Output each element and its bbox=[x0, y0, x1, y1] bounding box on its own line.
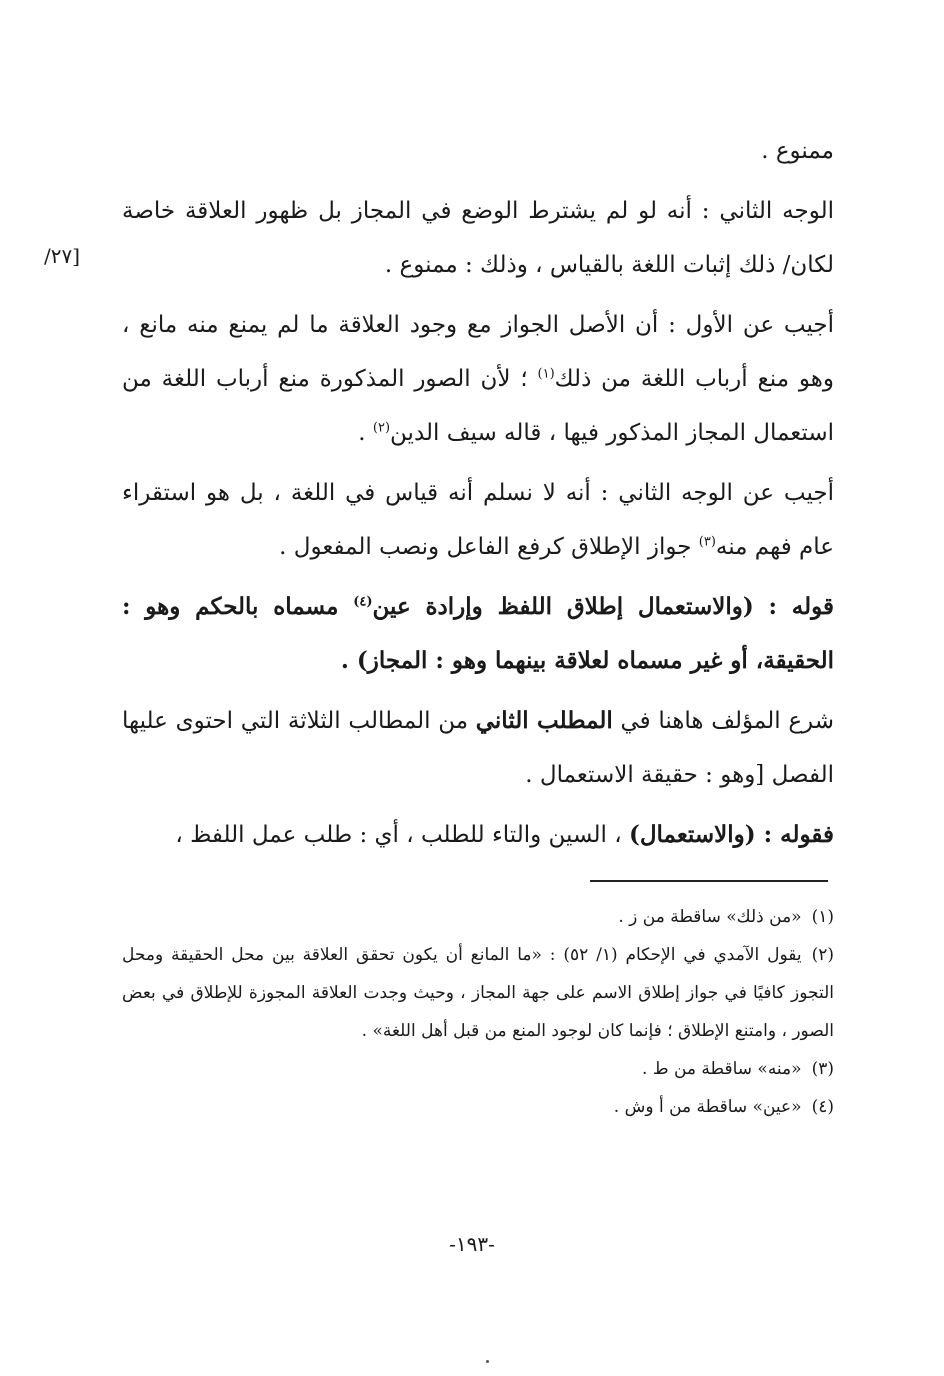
footnote-number: (٢) bbox=[811, 945, 834, 965]
paragraph-6-text-a: شرع المؤلف هاهنا في bbox=[612, 708, 834, 734]
paragraph-6 bbox=[122, 694, 834, 802]
footnote-ref-3[interactable]: (٣) bbox=[698, 534, 716, 550]
paragraph-3-text-b: ؛ لأن الصور المذكورة منع أرباب اللغة من استعمال المجاز المذكور فيها ، قاله سيف الدين bbox=[122, 366, 834, 446]
paragraph-3 bbox=[122, 298, 834, 460]
paragraph-3-text-c: . bbox=[358, 420, 373, 446]
page-number: -١٩٣- bbox=[449, 1232, 495, 1256]
footnote-number: (٤) bbox=[811, 1097, 834, 1117]
margin-page-reference: [٢٧/ bbox=[44, 244, 81, 268]
paragraph-4-text-a: أجيب عن الوجه الثاني : أنه لا نسلم أنه قياس في اللغة ، بل هو استقراء عام فهم منه bbox=[122, 480, 834, 560]
footnote-4 bbox=[122, 1088, 834, 1126]
footnote-text: يقول الآمدي في الإحكام (١/ ٥٢) : «ما المانع أن يكون تحقق العلاقة بين محل الحقيقة ومحل التجوز كافيًا في جواز إطلاق الاسم على جهة المجاز ، وحيث وجدت العلاقة المجوزة للإطلاق في بعض الصور ، وامتنع الإطلاق ؛ فإنما كان لوجود المنع من قبل أهل اللغة» . bbox=[122, 945, 834, 1041]
paragraph-6-text-b: من المطالب الثلاثة التي احتوى عليها الفصل [وهو : حقيقة الاستعمال . bbox=[122, 708, 834, 788]
paragraph-7-bold: فقوله : (والاستعمال) bbox=[628, 821, 834, 848]
paragraph-7-text-b: ، السين والتاء للطلب ، أي : طلب عمل اللفظ ، bbox=[175, 822, 629, 848]
footnote-text: «من ذلك» ساقطة من ز . bbox=[618, 907, 802, 927]
footnotes bbox=[122, 898, 834, 1126]
footnote-number: (١) bbox=[811, 907, 834, 927]
footnote-3 bbox=[122, 1050, 834, 1088]
paragraph-7 bbox=[122, 808, 834, 862]
paragraph-4-text-b: جواز الإطلاق كرفع الفاعل ونصب المفعول . bbox=[279, 534, 699, 560]
scan-speck bbox=[486, 1360, 489, 1363]
paragraph-4 bbox=[122, 466, 834, 574]
paragraph-1: ممنوع . bbox=[761, 138, 834, 164]
footnote-text: «منه» ساقطة من ط . bbox=[642, 1059, 802, 1079]
footnote-ref-4[interactable]: (٤) bbox=[353, 594, 373, 610]
paragraph-3-text-a: أجيب عن الأول : أن الأصل الجواز مع وجود العلاقة ما لم يمنع منه مانع ، وهو منع أرباب اللغة من ذلك bbox=[122, 312, 834, 392]
paragraph-5-quote bbox=[122, 580, 834, 688]
footnote-1 bbox=[122, 898, 834, 936]
paragraph-5-text-b: مسماه بالحكم وهو : الحقيقة، أو غير مسماه لعلاقة بينهما وهو : المجاز) . bbox=[122, 593, 834, 674]
footnote-ref-2[interactable]: (٢) bbox=[372, 420, 391, 436]
footnote-ref-1[interactable]: (١) bbox=[537, 366, 555, 382]
footnote-divider bbox=[590, 880, 828, 882]
footnote-number: (٣) bbox=[811, 1059, 834, 1079]
footnote-text: «عين» ساقطة من أ وش . bbox=[613, 1097, 802, 1117]
paragraph-5-text-a: قوله : (والاستعمال إطلاق اللفظ وإرادة عين bbox=[372, 593, 834, 620]
paragraph-2: الوجه الثاني : أنه لو لم يشترط الوضع في المجاز بل ظهور العلاقة خاصة لكان/ ذلك إثبات اللغة بالقياس ، وذلك : ممنوع . bbox=[122, 198, 834, 278]
main-text bbox=[122, 124, 834, 862]
footnote-2 bbox=[122, 936, 834, 1050]
paragraph-6-bold: المطلب الثاني bbox=[475, 707, 613, 734]
